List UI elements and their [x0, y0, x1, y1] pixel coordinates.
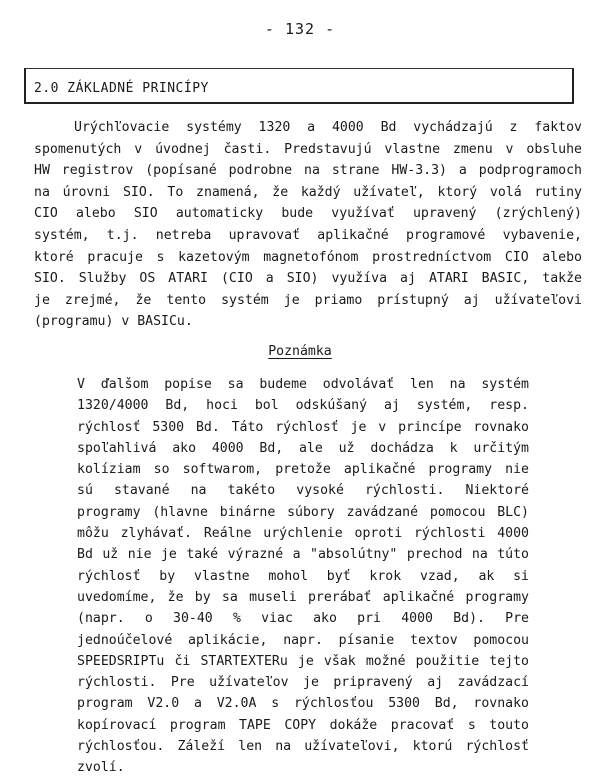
- section-heading-box: [24, 68, 574, 104]
- paragraph-line: SIO. Služby OS ATARI (CIO a SIO) využíva aj ATARI BASIC, takže: [34, 271, 582, 287]
- paragraph-line: na úrovni SIO. To znamená, že každý užívateľ, ktorý volá rutiny: [34, 184, 582, 200]
- note-line: kolíziam so softwarom, pretože aplikačné programy nie: [77, 462, 529, 478]
- note-line: kopírovací program TAPE COPY dokáže pracovať s touto: [77, 717, 529, 733]
- section-heading: 2.0 ZÁKLADNÉ PRINCÍPY: [34, 81, 209, 96]
- page-number: - 132 -: [264, 20, 336, 38]
- note-title-text: Poznámka: [268, 344, 332, 359]
- note-line: V ďalšom popise sa budeme odvolávať len na systém: [77, 377, 529, 392]
- note-line: rýchlosťou. Záleží len na užívateľovi, ktorú rýchlosť: [77, 739, 529, 755]
- note-title: [0, 344, 600, 359]
- note-line: SPEEDSRIPTu či STARTEXTERu je však možné použitie tejto: [77, 653, 529, 669]
- note-line: (napr. o 30-40 % viac ako pri 4000 Bd). Pre: [77, 611, 529, 627]
- note-line: Bd už nie je také výrazné a "absolútny" prechod na túto: [77, 547, 529, 563]
- paragraph-line: spomenutých v úvodnej časti. Predstavujú vlastne zmenu v obsluhe: [34, 141, 582, 157]
- note-line: programy (hlavne binárne súbory zavádzané pomocou BLC): [77, 504, 529, 520]
- paragraph-line: systém, t.j. netreba upravovať aplikačné programové vybavenie,: [34, 227, 582, 243]
- paragraph-line: CIO alebo SIO automaticky bude využívať upravený (zrýchlený): [34, 206, 582, 222]
- note-line: môžu zlyhávať. Reálne urýchlenie oproti rýchlosti 4000: [77, 526, 529, 542]
- body-paragraph: [34, 117, 582, 333]
- note-line: zvolí.: [77, 760, 125, 776]
- paragraph-line: (programu) v BASICu.: [34, 314, 193, 330]
- paragraph-line: Urýchľovacie systémy 1320 a 4000 Bd vychádzajú z faktov: [74, 120, 582, 135]
- note-line: spoľahlivá ako 4000 Bd, ale už dochádza k určitým: [77, 440, 529, 456]
- note-line: rýchlosť 5300 Bd. Táto rýchlosť je v princípe rovnako: [77, 419, 529, 435]
- note-line: jednoúčelové aplikácie, napr. písanie textov pomocou: [77, 632, 529, 648]
- paragraph-line: HW registrov (popísané podrobne na strane HW-3.3) a podprogramoch: [34, 163, 582, 179]
- note-line: 1320/4000 Bd, hoci bol odskúšaný aj systém, resp.: [77, 398, 529, 414]
- note-line: sú stavané na takéto vysoké rýchlosti. Niektoré: [77, 483, 529, 499]
- paragraph-line: ktoré pracuje s kazetovým magnetofónom prostredníctvom CIO alebo: [34, 249, 582, 265]
- note-line: rýchlosti. Pre užívateľov je pripravený aj zavádzací: [77, 675, 529, 691]
- note-line: program V2.0 a V2.0A s rýchlosťou 5300 Bd, rovnako: [77, 696, 529, 712]
- note-body: [77, 374, 529, 779]
- note-line: rýchlosť by vlastne mohol byť krok vzad, ak si: [77, 568, 529, 584]
- note-line: uvedomíme, že by sa museli prerábať aplikačné programy: [77, 589, 529, 605]
- paragraph-line: je zrejmé, že tento systém je priamo prístupný aj užívateľovi: [34, 292, 582, 308]
